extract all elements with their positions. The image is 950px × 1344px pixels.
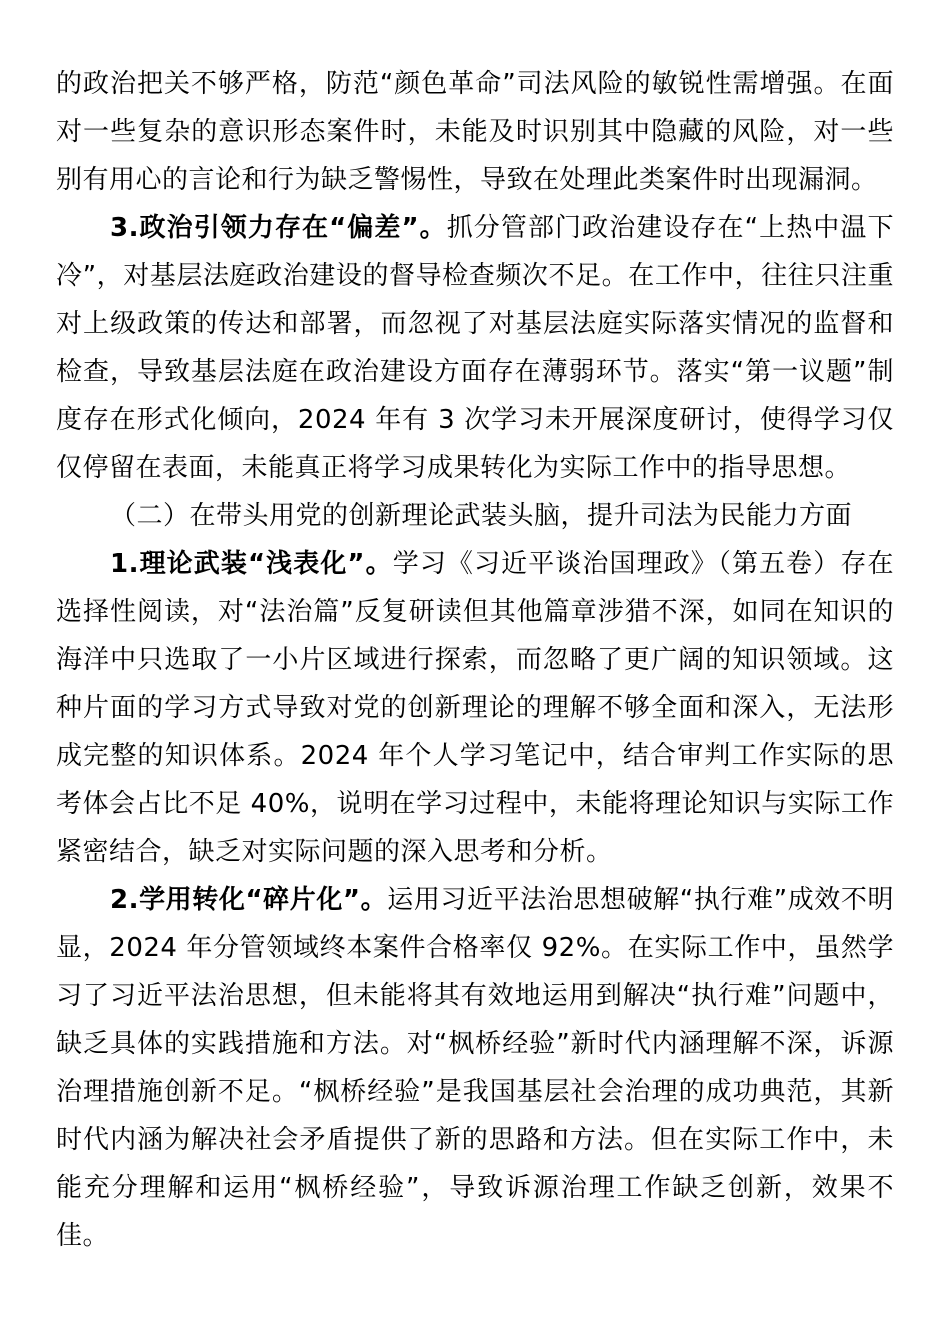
bold-lead-run: 1.理论武装“浅表化”。 xyxy=(110,549,393,579)
document-body xyxy=(56,60,894,1260)
text-run: 学习《习近平谈治国理政》（第五卷）存在选择性阅读，对“法治篇”反复研读但其他篇章涉猎不深，如同在知识的海洋中只选取了一小片区域进行探索，而忽略了更广阔的知识领域。这种片面的学习方式导致对党的创新理论的理解不够全面和深入，无法形成完整的知识体系。2024 年个人学习笔记中，结合审判工作实际的思考体会占比不足 40%，说明在学习过程中，未能将理论知识与实际工作紧密结合，缺乏对实际问题的深入思考和分析。 xyxy=(56,549,894,867)
paragraph-continuation-political-gatekeeping xyxy=(56,60,894,204)
text-run: 运用习近平法治思想破解“执行难”成效不明显，2024 年分管领域终本案件合格率仅 92%。在实际工作中，虽然学习了习近平法治思想，但未能将其有效地运用到解决“执行难”问题中，缺乏具体的实践措施和方法。对“枫桥经验”新时代内涵理解不深，诉源治理措施创新不足。“枫桥经验”是我国基层社会治理的成功典范，其新时代内涵为解决社会矛盾提供了新的思路和方法。但在实际工作中，未能充分理解和运用“枫桥经验”，导致诉源治理工作缺乏创新，效果不佳。 xyxy=(56,885,894,1251)
paragraph-item-1-theory-arming xyxy=(56,540,894,876)
bold-lead-run: 2.学用转化“碎片化”。 xyxy=(110,885,388,915)
text-run: 的政治把关不够严格，防范“颜色革命”司法风险的敏锐性需增强。在面对一些复杂的意识形态案件时，未能及时识别其中隐藏的风险，对一些别有用心的言论和行为缺乏警惕性，导致在处理此类案件时出现漏洞。 xyxy=(56,69,894,195)
paragraph-section-heading-2 xyxy=(56,492,894,540)
text-run: 抓分管部门政治建设存在“上热中温下冷”，对基层法庭政治建设的督导检查频次不足。在工作中，往往只注重对上级政策的传达和部署，而忽视了对基层法庭实际落实情况的监督和检查，导致基层法庭在政治建设方面存在薄弱环节。落实“第一议题”制度存在形式化倾向，2024 年有 3 次学习未开展深度研讨，使得学习仅仅停留在表面，未能真正将学习成果转化为实际工作中的指导思想。 xyxy=(56,213,894,483)
text-run: （二）在带头用党的创新理论武装头脑，提升司法为民能力方面 xyxy=(110,501,853,531)
paragraph-item-3-political-leadership xyxy=(56,204,894,492)
paragraph-item-2-learning-application xyxy=(56,876,894,1260)
bold-lead-run: 3.政治引领力存在“偏差”。 xyxy=(110,213,447,243)
